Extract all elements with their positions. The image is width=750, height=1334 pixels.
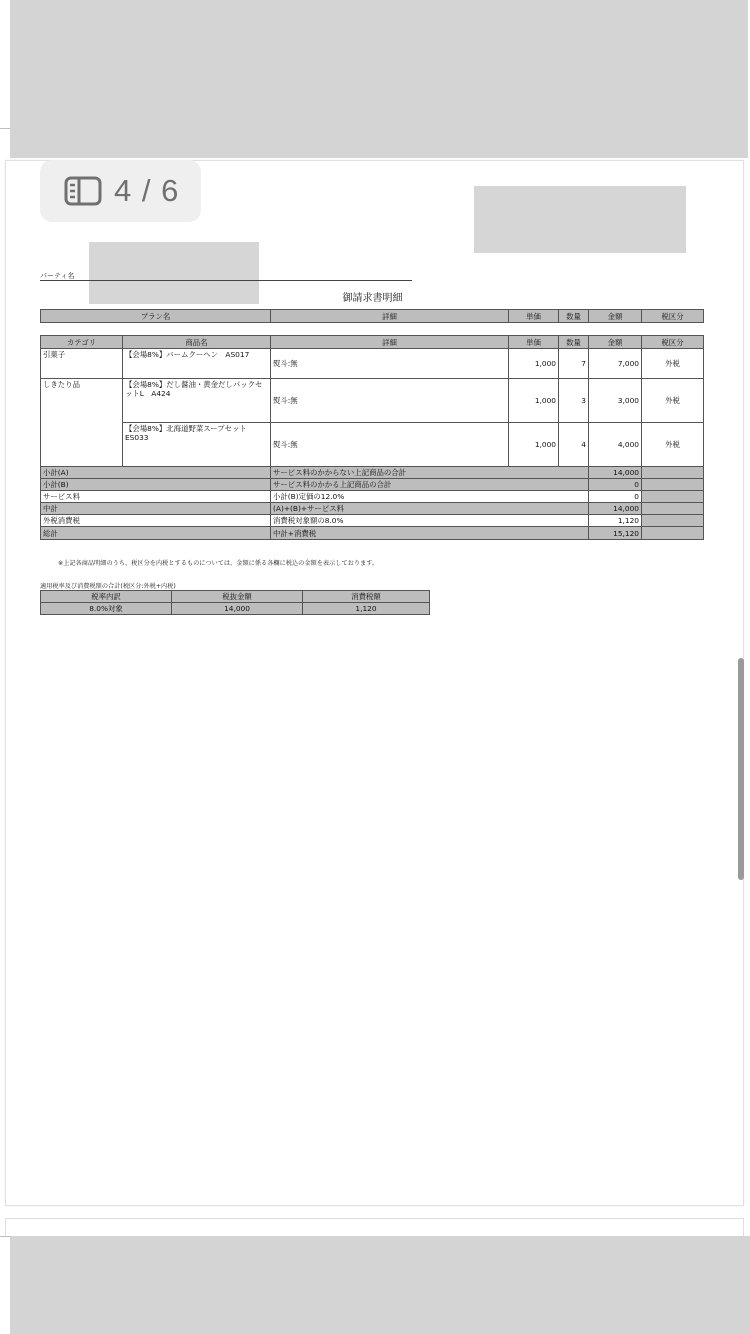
summary-row	[41, 479, 704, 491]
summary-row	[41, 503, 704, 515]
summary-empty	[642, 479, 704, 491]
item-amount: 3,000	[589, 379, 642, 423]
item-unit-price: 1,000	[509, 423, 559, 467]
plan-header-table	[40, 309, 704, 323]
tax-table-header-cell: 税率内訳	[41, 591, 172, 603]
item-detail: 熨斗:無	[271, 423, 509, 467]
tax-note: ※上記各商品明細のうち、税区分を内税とするものについては、金額に係る各欄に税込の金額を表示しております。	[58, 560, 379, 567]
summary-amount: 14,000	[589, 467, 642, 479]
tax-table-header-cell: 税抜金額	[172, 591, 303, 603]
tax-table-row	[41, 603, 430, 615]
item-amount: 4,000	[589, 423, 642, 467]
item-tax: 外税	[642, 423, 704, 467]
summary-amount: 15,120	[589, 527, 642, 540]
edge-divider	[0, 1236, 10, 1237]
edge-divider	[0, 128, 10, 129]
plan-header-cell: 数量	[559, 310, 589, 323]
summary-desc: 消費税対象額の8.0%	[271, 515, 589, 527]
party-label: パーティ名	[40, 272, 75, 280]
plan-header-cell: 単価	[509, 310, 559, 323]
item-detail: 熨斗:無	[271, 379, 509, 423]
summary-label: 小計(B)	[41, 479, 271, 491]
summary-row	[41, 527, 704, 540]
summary-amount: 0	[589, 491, 642, 503]
tax-table-header-row	[41, 591, 430, 603]
sidebar-panel-icon	[64, 176, 102, 206]
items-header-cell: 数量	[559, 336, 589, 349]
item-qty: 4	[559, 423, 589, 467]
item-tax: 外税	[642, 349, 704, 379]
items-header-cell: 商品名	[123, 336, 271, 349]
summary-desc: サービス料のかかる上記商品の合計	[271, 479, 589, 491]
items-header-row	[41, 336, 704, 349]
item-unit-price: 1,000	[509, 379, 559, 423]
plan-header-cell: プラン名	[41, 310, 271, 323]
summary-row	[41, 467, 704, 479]
items-header-cell: カテゴリ	[41, 336, 123, 349]
summary-desc: 中計+消費税	[271, 527, 589, 540]
items-header-cell: 詳細	[271, 336, 509, 349]
summary-row	[41, 515, 704, 527]
plan-header-cell: 金額	[589, 310, 642, 323]
summary-desc: (A)+(B)+サービス料	[271, 503, 589, 515]
item-category: しきたり品	[41, 379, 123, 467]
plan-header-cell: 税区分	[642, 310, 704, 323]
redacted-block	[474, 186, 686, 253]
summary-empty	[642, 491, 704, 503]
item-row	[41, 379, 704, 423]
summary-label: 中計	[41, 503, 271, 515]
tax-excluded-amount-cell: 14,000	[172, 603, 303, 615]
summary-empty	[642, 467, 704, 479]
items-header-cell: 単価	[509, 336, 559, 349]
item-category: 引菓子	[41, 349, 123, 379]
scrollbar-thumb[interactable]	[738, 658, 744, 880]
item-row	[41, 423, 704, 467]
summary-empty	[642, 527, 704, 540]
summary-desc: サービス料のかからない上記商品の合計	[271, 467, 589, 479]
item-amount: 7,000	[589, 349, 642, 379]
page-indicator[interactable]	[40, 160, 201, 222]
summary-empty	[642, 503, 704, 515]
tax-table-caption: 適用税率及び消費税額の合計(税区分:外税+内税)	[40, 583, 176, 590]
item-name: 【会場8%】だし醤油・黄金だしパックセットL A424	[123, 379, 271, 423]
item-tax: 外税	[642, 379, 704, 423]
tax-amount-cell: 1,120	[303, 603, 430, 615]
item-unit-price: 1,000	[509, 349, 559, 379]
summary-label: 小計(A)	[41, 467, 271, 479]
summary-row	[41, 491, 704, 503]
summary-amount: 14,000	[589, 503, 642, 515]
summary-label: 外税消費税	[41, 515, 271, 527]
tax-rate-cell: 8.0%対象	[41, 603, 172, 615]
party-underline	[40, 280, 412, 281]
items-table	[40, 335, 704, 540]
summary-amount: 0	[589, 479, 642, 491]
item-detail: 熨斗:無	[271, 349, 509, 379]
items-header-cell: 税区分	[642, 336, 704, 349]
summary-empty	[642, 515, 704, 527]
next-page-edge	[5, 1218, 744, 1236]
item-name: 【会場8%】北海道野菜スープセット ES033	[123, 423, 271, 467]
tax-table-header-cell: 消費税額	[303, 591, 430, 603]
item-qty: 7	[559, 349, 589, 379]
tax-rate-table	[40, 590, 430, 615]
item-qty: 3	[559, 379, 589, 423]
summary-desc: 小計(B)定価の12.0%	[271, 491, 589, 503]
items-header-cell: 金額	[589, 336, 642, 349]
plan-header-cell: 詳細	[271, 310, 509, 323]
previous-page-area	[10, 0, 748, 158]
summary-label: 総計	[41, 527, 271, 540]
document-title: 御請求書明細	[342, 293, 403, 304]
summary-amount: 1,120	[589, 515, 642, 527]
item-row	[41, 349, 704, 379]
plan-header-row	[41, 310, 704, 323]
next-page-area	[10, 1236, 750, 1334]
summary-label: サービス料	[41, 491, 271, 503]
page-number-text: 4 / 6	[114, 173, 180, 208]
item-name: 【会場8%】バームクーヘン AS017	[123, 349, 271, 379]
